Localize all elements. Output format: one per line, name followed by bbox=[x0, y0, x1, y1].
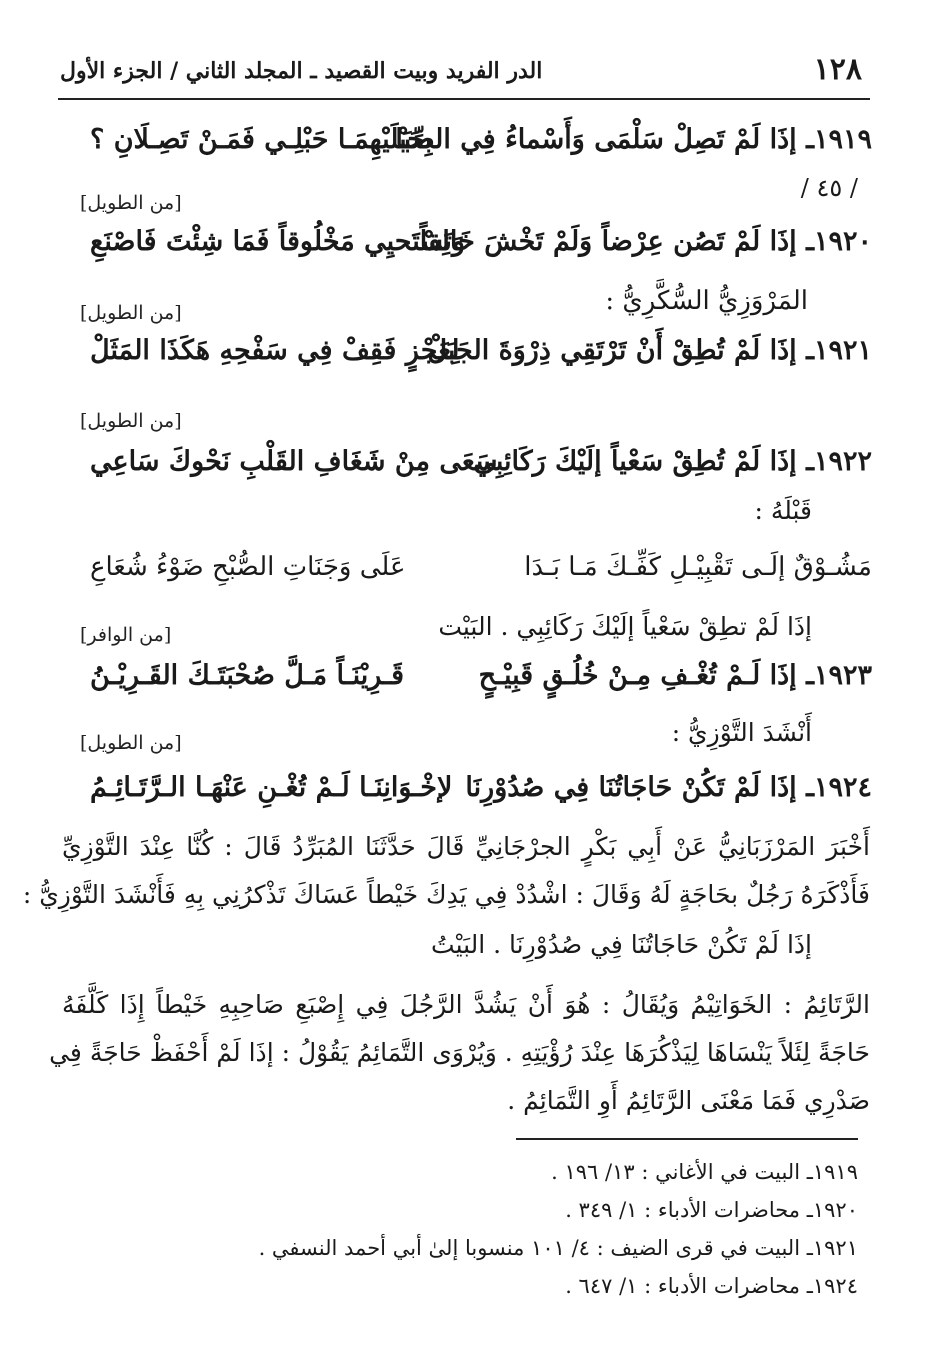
verse-1919-first-hemistich: ١٩١٩ـ إذَا لَمْ تَصِلْ سَلْمَى وَأَسْماءُ فِي الصِّبَا bbox=[395, 124, 872, 155]
verse-1921 bbox=[72, 335, 872, 383]
preceding-verse-second-hemistich: عَلَى وَجَنَاتِ الصُّبْحِ ضَوْءُ شُعَاعِ bbox=[90, 552, 406, 582]
verse-1921-first-hemistich: ١٩٢١ـ إذَا لَمْ تُطِقْ أَنْ تَرْتَقِي ذِرْوَةَ الجَبَلْ bbox=[427, 335, 872, 366]
meter-label-1922: [من الطويل] bbox=[80, 410, 182, 432]
preceding-verse bbox=[72, 552, 872, 600]
meter-label-1924: [من الطويل] bbox=[80, 732, 182, 754]
verse-1923 bbox=[72, 660, 872, 708]
verse-1922 bbox=[72, 446, 872, 494]
running-title: الدر الفريد وبيت القصيد ـ المجلد الثاني / الجزء الأول bbox=[60, 58, 543, 84]
verse-1919-second-hemistich: بِحَبْلَيْهِمَـا حَبْلِـي فَمَـنْ تَصِـلَانِ ؟ bbox=[90, 124, 433, 155]
footnote-rule bbox=[516, 1138, 858, 1140]
meter-label-1920: [من الطويل] bbox=[80, 192, 182, 214]
meter-label-1921: [من الطويل] bbox=[80, 302, 182, 324]
prose-1-line-1: أَخْبَرَ المَرْزَبَانِيُّ عَنْ أَبِي بَكْرٍ الجرْجَانِيِّ قَالَ حَدَّثَنَا المُبَرِّدُ قَالَ : كُنَّا عِنْدَ التَّوْزِيِّ bbox=[62, 832, 870, 861]
verse-1920-second-hemistich: وَتَسْتَحيِي مَخْلُوقاً فَمَا شِئْتَ فَاصْنَعِ bbox=[90, 226, 465, 257]
preceding-verse-first-hemistich: مَشُـوْقٌ إلَـى تَقْبِيْـلِ كَفِّـكَ مَـا بَـدَا bbox=[524, 552, 872, 582]
verse-1924-second-hemistich: لإخْـوَانِنَـا لَـمْ تُغْـنِ عَنْهَـا الـرَّتَـائِـمُ bbox=[90, 772, 453, 803]
prose-2-line-1: الرَّتَائِمُ : الخَوَاتِيْمُ وَيُقَالُ : هُوَ أَنْ يَشُدَّ الرَّجُلَ فِي إِصْبَعِ صَاحِبِهِ خَيْطاً إِذَا كَلَّفَهُ bbox=[62, 990, 870, 1019]
meter-label-1923: [من الوافر] bbox=[80, 624, 172, 646]
intro-1921: المَرْوَزِيُّ السُّكَّرِيُّ : bbox=[605, 286, 808, 316]
verse-1919 bbox=[72, 124, 872, 172]
prose-1-line-3: إذَا لَمْ تَكُنْ حَاجَاتُنَا فِي صُدُوْرِنَا . البَيْتُ bbox=[431, 930, 812, 959]
prose-2-line-3: صَدْرِي فَمَا مَعْنَى الرَّتَائِمُ أَوِ التَّمَائِمُ . bbox=[507, 1086, 870, 1115]
preceding-verse-cue: إذَا لَمْ تطِقْ سَعْياً إلَيْكَ رَكَائِبِي . البَيْت bbox=[438, 612, 812, 641]
verse-1921-second-hemistich: لِعَجْزٍ فَقِفْ فِي سَفْحِهِ هَكَذَا المَثَلْ bbox=[90, 335, 460, 366]
footnote-1919: ١٩١٩ـ البيت في الأغاني : ١٣/ ١٩٦ . bbox=[551, 1160, 858, 1184]
prose-1-line-2: فَأَذْكَرَهُ رَجُلٌ بحَاجَةٍ لَهُ وَقَالَ : اشْدُدْ فِي يَدِكَ خَيْطاً عَسَاكَ تَذْكرُنِي بِهِ فَأَنْشَدَ التَّوْزِيُّ : bbox=[22, 880, 870, 909]
qablahu-label: قَبْلَهُ : bbox=[754, 496, 812, 525]
intro-1924: أَنْشَدَ التَّوْزِيُّ : bbox=[671, 718, 812, 747]
source-ref-1919: / ٤٥ / bbox=[800, 174, 858, 202]
verse-1922-second-hemistich: سَعَى مِنْ شَغَافِ القَلْبِ نَحْوكَ سَاعِي bbox=[90, 446, 498, 477]
verse-1922-first-hemistich: ١٩٢٢ـ إذَا لَمْ تُطِقْ سَعْياً إلَيْكَ رَكَائِبِي bbox=[473, 446, 872, 477]
footnote-1921: ١٩٢١ـ البيت في قرى الضيف : ٤/ ١٠١ منسوبا إلىٰ أبي أحمد النسفي . bbox=[258, 1236, 858, 1260]
verse-1920-first-hemistich: ١٩٢٠ـ إذَا لَمْ تَصُن عِرْضاً وَلَمْ تَخْشَ خَالِقاً bbox=[419, 226, 872, 257]
prose-2-line-2: حَاجَةً لِئَلاً يَنْسَاهَا لِيَذْكُرَهَا عِنْدَ رُؤْيَتِهِ . وَيُرْوَى التَّمَائِمُ يَقُوْلُ : إذَا لَمْ أَحْفَظْ حَاجَةً فِي bbox=[49, 1038, 870, 1067]
verse-1924-first-hemistich: ١٩٢٤ـ إذَا لَمْ تَكُنْ حَاجَاتُنَا فِي صُدُوْرِنَا bbox=[465, 772, 872, 803]
verse-1923-second-hemistich: قَـرِيْنَـاً مَـلَّ صُحْبَتَـكَ القَـرِيْـنُ bbox=[90, 660, 405, 691]
page-number: ١٢٨ bbox=[813, 52, 862, 87]
verse-1924 bbox=[72, 772, 872, 820]
footnote-1924: ١٩٢٤ـ محاضرات الأدباء : ١/ ٦٤٧ . bbox=[565, 1274, 858, 1298]
verse-1923-first-hemistich: ١٩٢٣ـ إذَا لَـمْ تُغْـفِ مِـنْ خُلُـقٍ قَبِيْـحٍ bbox=[478, 660, 872, 691]
header-rule bbox=[58, 98, 870, 100]
verse-1920 bbox=[72, 226, 872, 274]
footnote-1920: ١٩٢٠ـ محاضرات الأدباء : ١/ ٣٤٩ . bbox=[565, 1198, 858, 1222]
